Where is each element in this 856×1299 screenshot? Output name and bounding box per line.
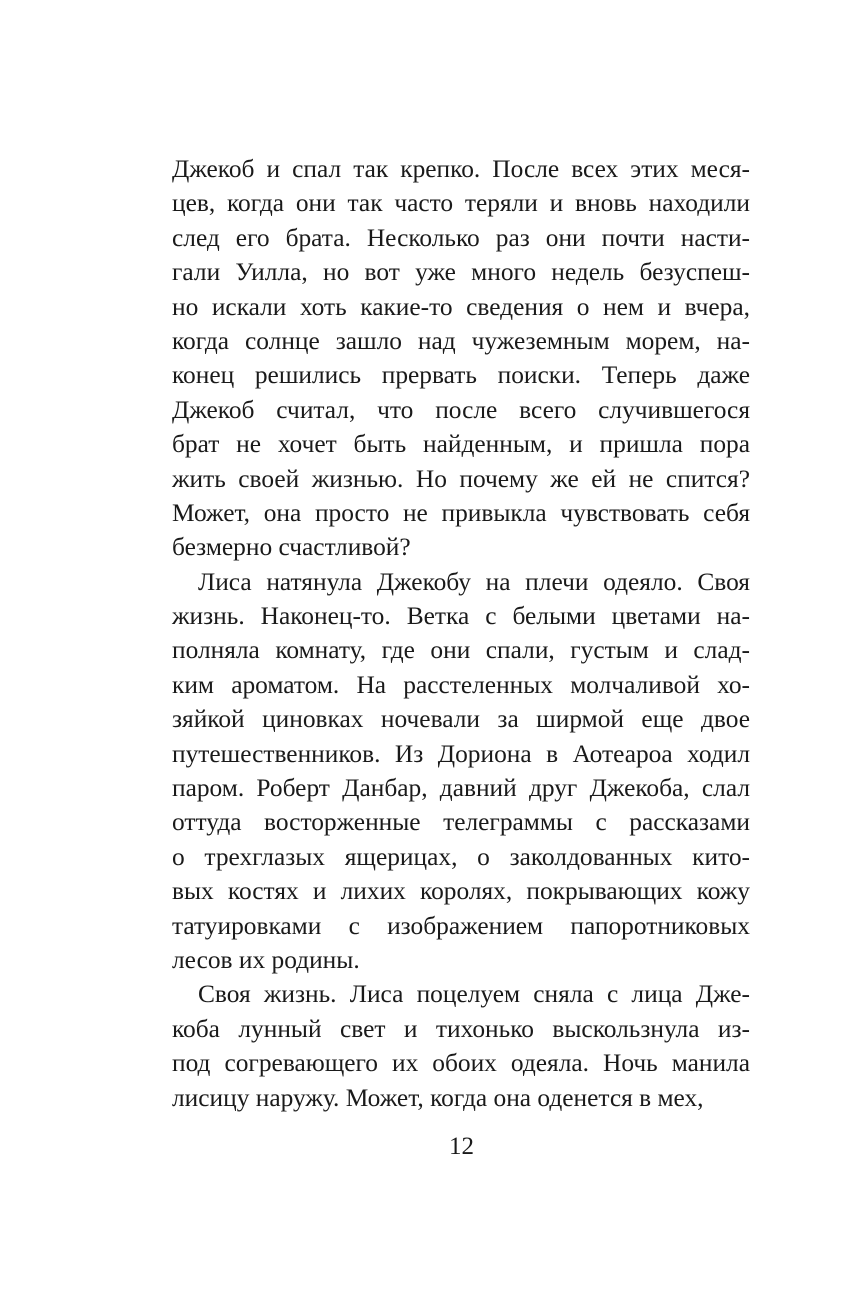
text-line: лисицу наружу. Может, когда она оденется в мех, — [172, 1083, 704, 1112]
text-line: но искали хоть какие-то сведения о нем и вчера, — [172, 292, 750, 321]
paragraph — [172, 977, 750, 1115]
text-line: путешественников. Из Дориона в Аотеароа ходил — [172, 739, 750, 768]
text-line: Джекоб и спал так крепко. После всех этих меся- — [172, 155, 750, 183]
text-line: Своя жизнь. Лиса поцелуем сняла с лица Дже- — [198, 980, 750, 1009]
text-line: оттуда восторженные телеграммы с рассказами — [172, 808, 750, 837]
text-line: Может, она просто не привыкла чувствовать себя — [172, 498, 750, 527]
text-line: татуировками с изображением папоротниковых — [172, 911, 750, 940]
text-line: гали Уилла, но вот уже много недель безуспеш- — [172, 258, 750, 287]
page-number: 12 — [449, 1133, 474, 1160]
text-line: Лиса натянула Джекобу на плечи одеяло. Своя — [198, 567, 750, 596]
text-line: зяйкой циновках ночевали за ширмой еще двое — [172, 705, 750, 734]
text-line: цев, когда они так часто теряли и вновь находили — [172, 189, 750, 218]
paragraph — [172, 152, 750, 565]
text-line: под согревающего их обоих одеяла. Ночь манила — [172, 1049, 750, 1078]
text-line: жить своей жизнью. Но почему же ей не спится? — [172, 464, 750, 493]
text-line: коба лунный свет и тихонько выскользнула из- — [172, 1014, 750, 1043]
paragraph — [172, 565, 750, 978]
text-line: ким ароматом. На расстеленных молчаливой хо- — [172, 670, 750, 699]
text-line: о трехглазых ящерицах, о заколдованных кито- — [172, 842, 750, 871]
text-line: Джекоб считал, что после всего случившегося — [172, 395, 750, 424]
text-line: когда солнце зашло над чужеземным морем, на- — [172, 326, 750, 355]
text-line: жизнь. Наконец-то. Ветка с белыми цветами на- — [172, 602, 750, 631]
text-line: паром. Роберт Данбар, давний друг Джекоба, слал — [172, 774, 750, 803]
text-line: брат не хочет быть найденным, и пришла пора — [172, 430, 750, 459]
text-line: конец решились прервать поиски. Теперь даже — [172, 361, 750, 390]
text-line: след его брата. Несколько раз они почти насти- — [172, 223, 750, 252]
text-line: полняла комнату, где они спали, густым и слад- — [172, 636, 750, 665]
body-text — [172, 152, 750, 1115]
text-line: лесов их родины. — [172, 945, 360, 974]
text-line: вых костях и лихих королях, покрывающих кожу — [172, 877, 750, 906]
text-line: безмерно счастливой? — [172, 533, 411, 562]
